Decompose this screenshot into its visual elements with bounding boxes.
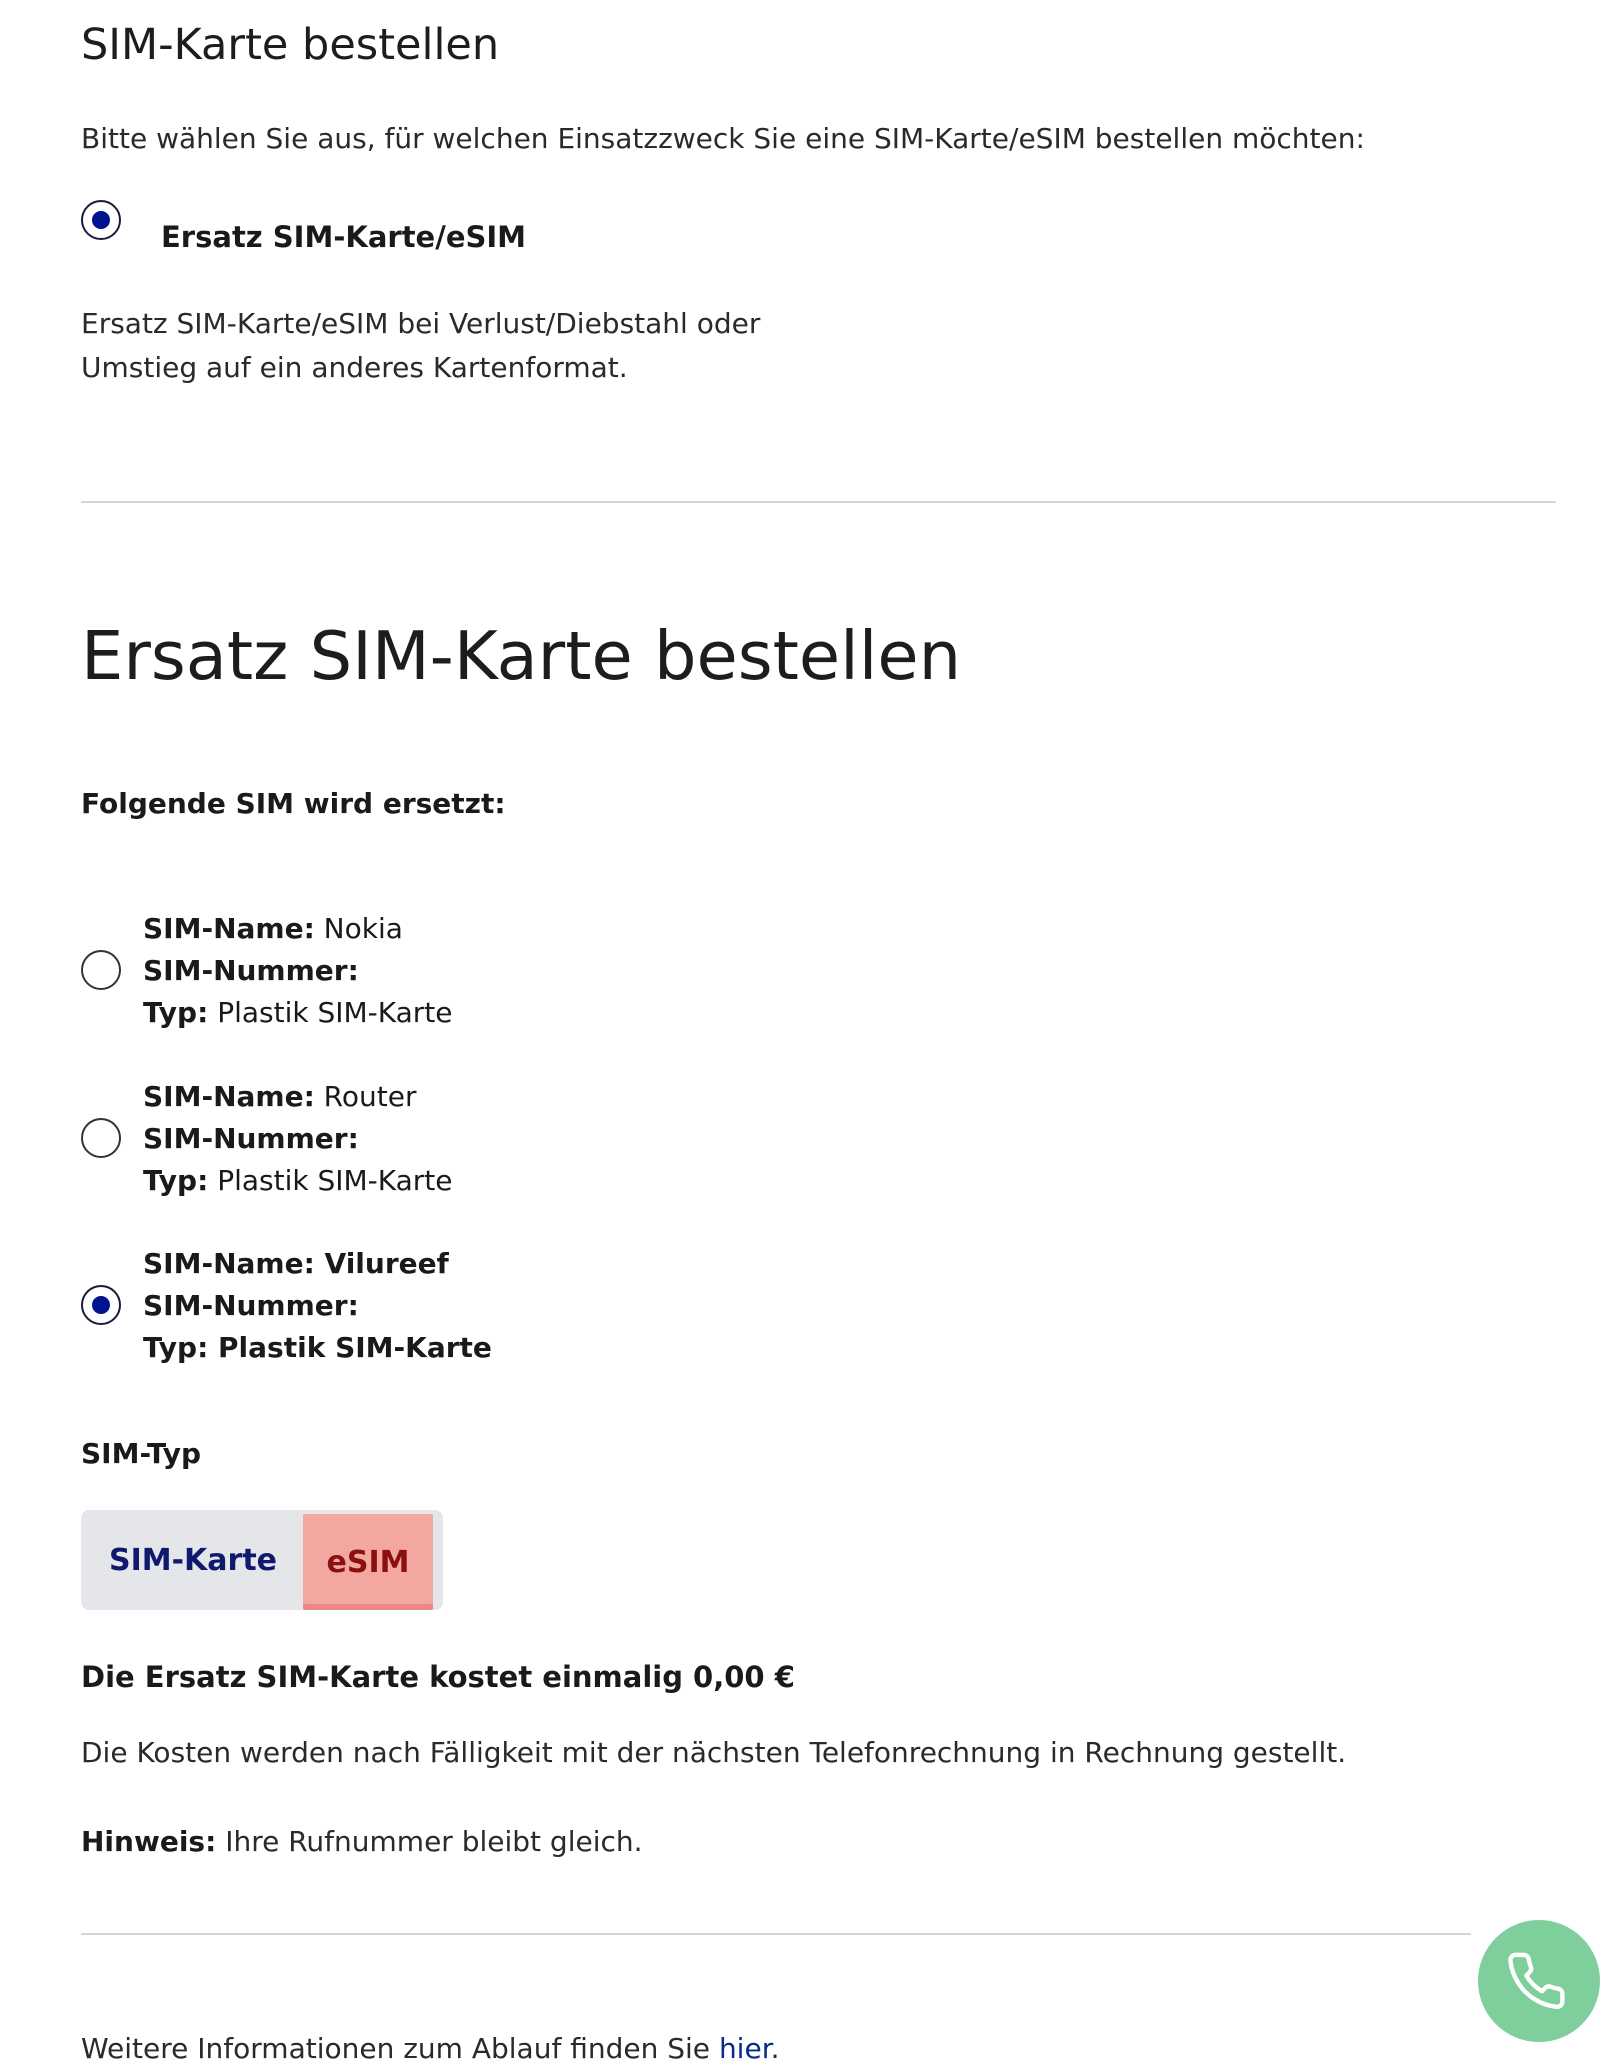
sim-details (143, 908, 453, 1034)
more-info-prefix: Weitere Informationen zum Ablauf finden Sie (81, 2032, 719, 2065)
replace-label: Folgende SIM wird ersetzt: (81, 787, 506, 820)
sim-number-label: SIM-Nummer: (143, 954, 359, 987)
sim-type-label: Typ: (143, 1331, 209, 1364)
sim-type-heading: SIM-Typ (81, 1437, 202, 1470)
divider (81, 501, 1556, 503)
sim-details (143, 1243, 492, 1369)
more-info-suffix: . (770, 2032, 780, 2065)
sim-type-toggle (81, 1510, 443, 1610)
sim-type-row (143, 992, 453, 1034)
sim-name-label: SIM-Name: (143, 912, 315, 945)
sim-details (143, 1076, 453, 1202)
cost-note: Die Kosten werden nach Fälligkeit mit der nächsten Telefonrechnung in Rechnung gestellt. (81, 1736, 1347, 1769)
purpose-description (81, 302, 981, 390)
purpose-label[interactable]: Ersatz SIM-Karte/eSIM (161, 220, 527, 254)
sim-type-value: Plastik SIM-Karte (217, 1164, 453, 1197)
sim-type-value: Plastik SIM-Karte (218, 1331, 492, 1364)
more-info-link[interactable]: hier (718, 2032, 771, 2065)
sim-number-row (143, 1285, 492, 1327)
sim-radio-nokia[interactable] (81, 950, 121, 990)
section-heading: SIM-Karte bestellen (81, 20, 500, 70)
sim-card-toggle-button[interactable]: SIM-Karte (108, 1542, 278, 1578)
hint-text (81, 1825, 643, 1858)
sim-type-row (143, 1327, 492, 1369)
price-text: Die Ersatz SIM-Karte kostet einmalig 0,00 € (81, 1660, 795, 1694)
radio-selected-dot (92, 1296, 110, 1314)
purpose-radio-replacement[interactable] (81, 200, 121, 240)
sim-name-label: SIM-Name: (143, 1247, 315, 1280)
sim-option-vilureef[interactable] (81, 1243, 981, 1373)
phone-icon (1506, 1948, 1572, 2014)
call-button[interactable] (1478, 1920, 1600, 2042)
sim-name-label: SIM-Name: (143, 1080, 315, 1113)
sim-name-row (143, 1243, 492, 1285)
more-info-text (81, 2032, 780, 2065)
sim-option-router[interactable] (81, 1076, 981, 1206)
sim-name-value: Router (323, 1080, 417, 1113)
sim-name-value: Vilureef (324, 1247, 449, 1280)
sim-radio-router[interactable] (81, 1118, 121, 1158)
intro-text: Bitte wählen Sie aus, für welchen Einsatzzweck Sie eine SIM-Karte/eSIM bestellen möchten: (81, 122, 1365, 155)
radio-selected-dot (92, 211, 110, 229)
sim-type-value: Plastik SIM-Karte (217, 996, 453, 1029)
sim-number-row (143, 950, 453, 992)
hint-label: Hinweis: (81, 1825, 217, 1858)
sim-type-label: Typ: (143, 1164, 209, 1197)
sim-number-label: SIM-Nummer: (143, 1289, 359, 1322)
page-title: Ersatz SIM-Karte bestellen (81, 617, 962, 695)
sim-name-row (143, 908, 453, 950)
divider (81, 1933, 1471, 1935)
esim-toggle-button[interactable]: eSIM (303, 1514, 433, 1610)
hint-body: Ihre Rufnummer bleibt gleich. (216, 1825, 643, 1858)
sim-type-row (143, 1160, 453, 1202)
sim-option-nokia[interactable] (81, 908, 981, 1038)
sim-name-row (143, 1076, 453, 1118)
sim-number-label: SIM-Nummer: (143, 1122, 359, 1155)
sim-name-value: Nokia (323, 912, 403, 945)
sim-type-label: Typ: (143, 996, 209, 1029)
purpose-description-line: Umstieg auf ein anderes Kartenformat. (81, 351, 628, 384)
sim-radio-vilureef[interactable] (81, 1285, 121, 1325)
purpose-description-line: Ersatz SIM-Karte/eSIM bei Verlust/Diebstahl oder (81, 307, 761, 340)
sim-number-row (143, 1118, 453, 1160)
